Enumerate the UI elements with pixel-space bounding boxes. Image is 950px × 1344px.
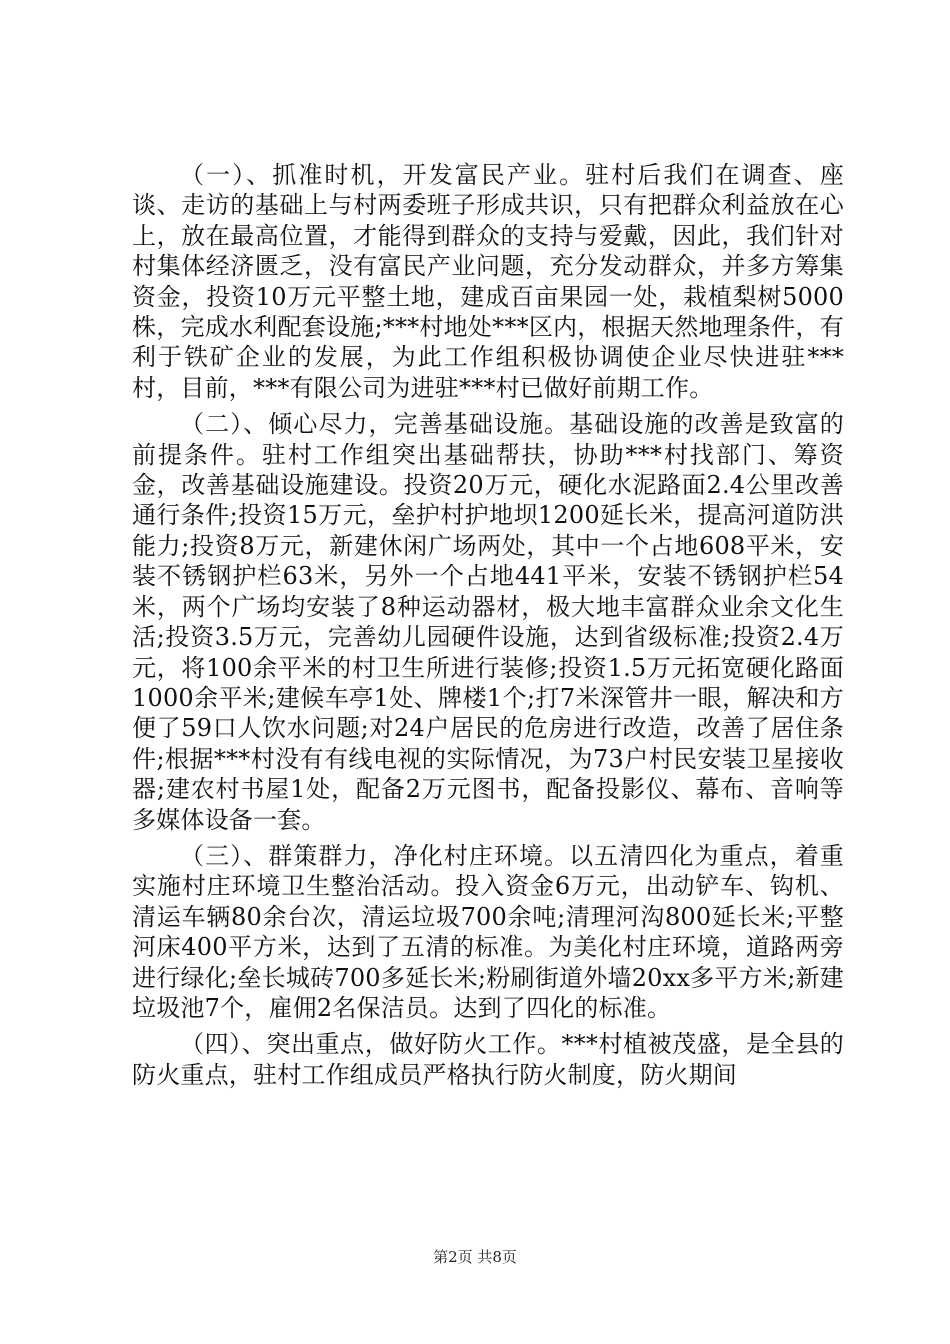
paragraph-2: （二）、倾心尽力，完善基础设施。基础设施的改善是致富的前提条件。驻村工作组突出基础帮扶，协助***村找部门、筹资金，改善基础设施建设。投资20万元，硬化水泥路面2.4公里改善通行条件;投资15万元，垒护村护地坝1200延长米，提高河道防洪能力;投资8万元，新建休闲广场两处，其中一个占地608平米，安装不锈钢护栏63米，另外一个占地441平米，安装不锈钢护栏54米，两个广场均安装了8种运动器材，极大地丰富群众业余文化生活;投资3.5万元，完善幼儿园硬件设施，达到省级标准;投资2.4万元，将100余平米的村卫生所进行装修;投资1.5万元拓宽硬化路面1000余平米;建候车亭1处、牌楼1个;打7米深管井一眼，解决和方便了59口人饮水问题;对24户居民的危房进行改造，改善了居住条件;根据***村没有有线电视的实际情况，为73户村民安装卫星接收器;建农村书屋1处，配备2万元图书，配备投影仪、幕布、音响等多媒体设备一套。 [132, 410, 844, 834]
paragraph-1: （一）、抓准时机，开发富民产业。驻村后我们在调查、座谈、走访的基础上与村两委班子形成共识，只有把群众利益放在心上，放在最高位置，才能得到群众的支持与爱戴，因此，我们针对村集体经济匮乏，没有富民产业问题，充分发动群众，并多方筹集资金，投资10万元平整土地，建成百亩果园一处，栽植梨树5000株，完成水利配套设施;***村地处***区内，根据天然地理条件，有利于铁矿企业的发展，为此工作组积极协调使企业尽快进驻***村，目前，***有限公司为进驻***村已做好前期工作。 [132, 161, 844, 402]
paragraph-3: （三）、群策群力，净化村庄环境。以五清四化为重点，着重实施村庄环境卫生整治活动。投入资金6万元，出动铲车、钩机、清运车辆80余台次，清运垃圾700余吨;清理河沟800延长米;平整河床400平方米，达到了五清的标准。为美化村庄环境，道路两旁进行绿化;垒长城砖700多延长米;粉刷街道外墙20xx多平方米;新建垃圾池7个，雇佣2名保洁员。达到了四化的标准。 [132, 841, 844, 1022]
paragraph-4: （四）、突出重点，做好防火工作。***村植被茂盛，是全县的防火重点，驻村工作组成员严格执行防火制度，防火期间 [132, 1030, 844, 1089]
body-text [132, 160, 844, 1096]
page-footer: 第2页 共8页 [433, 1248, 517, 1266]
